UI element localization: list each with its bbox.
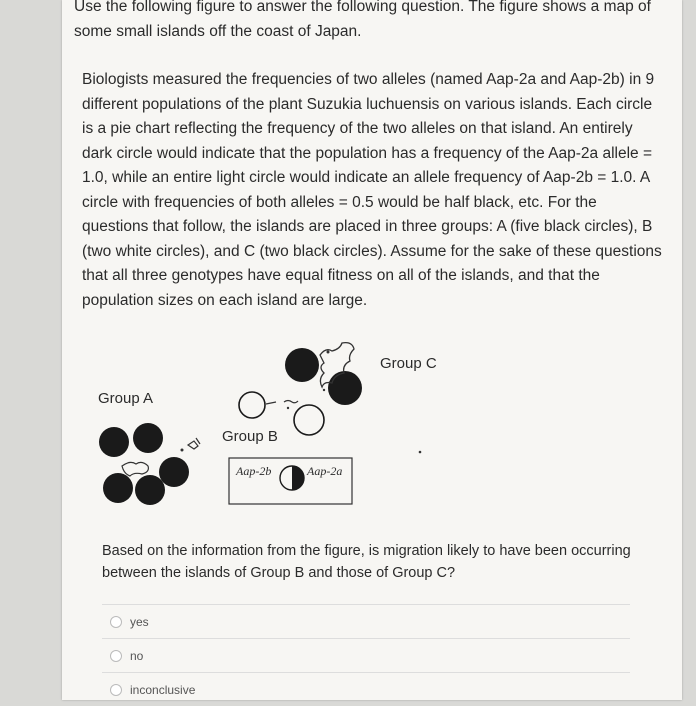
group-b-label: Group B: [222, 428, 278, 445]
group-b-circle-2: [294, 405, 324, 435]
radio-yes[interactable]: [110, 616, 122, 628]
island-map-figure: [62, 330, 682, 520]
group-a-circle-3: [159, 457, 189, 487]
group-a-island-outline: [122, 462, 148, 476]
island-map: [62, 330, 682, 520]
group-c-circle-1: [285, 348, 319, 382]
group-a-circle-2: [133, 423, 163, 453]
group-a-circle-5: [135, 475, 165, 505]
group-c-circle-2: [328, 371, 362, 405]
problem-description: Biologists measured the frequencies of two alleles (named Aap-2a and Aap-2b) in 9 different populations of the plant Suzukia luchuensis on various islands. Each circle is a pie chart reflecting the frequency of the two alleles on that island. An entirely dark circle would indicate that the population has a frequency of the Aap-2a allele = 1.0, while an entire light circle would indicate an allele frequency of Aap-2b = 1.0. A circle with frequencies of both alleles = 0.5 would be half black, etc. For the questions that follow, the islands are placed in three groups: A (five black circles), B (two white circles), and C (two black circles). Assume for the sake of these questions that all three genotypes have equal fitness on all of the islands, and that the population sizes on each island are large.: [82, 71, 662, 309]
group-a-circle-4: [103, 473, 133, 503]
answer-options: [102, 604, 630, 706]
option-yes[interactable]: [102, 604, 630, 638]
intro-text: Use the following figure to answer the following question. The figure shows a map of some small islands off the coast of Japan.: [74, 0, 651, 40]
radio-inconclusive[interactable]: [110, 684, 122, 696]
legend-label-aap-2a: Aap-2a: [307, 464, 343, 478]
question-page: [62, 0, 682, 700]
option-no[interactable]: [102, 638, 630, 672]
option-label-no: no: [130, 648, 144, 663]
group-c-label: Group C: [380, 355, 437, 372]
option-inconclusive[interactable]: [102, 672, 630, 706]
option-label-inconclusive: inconclusive: [130, 682, 196, 697]
legend-label-aap-2b: Aap-2b: [236, 464, 272, 478]
option-label-yes: yes: [130, 614, 149, 629]
group-a-circle-1: [99, 427, 129, 457]
group-b-circle-1: [239, 392, 265, 418]
question-text: Based on the information from the figure, is migration likely to have been occurring between the islands of Group B and those of Group C?: [102, 543, 631, 581]
group-a-label: Group A: [98, 390, 154, 407]
radio-no[interactable]: [110, 650, 122, 662]
